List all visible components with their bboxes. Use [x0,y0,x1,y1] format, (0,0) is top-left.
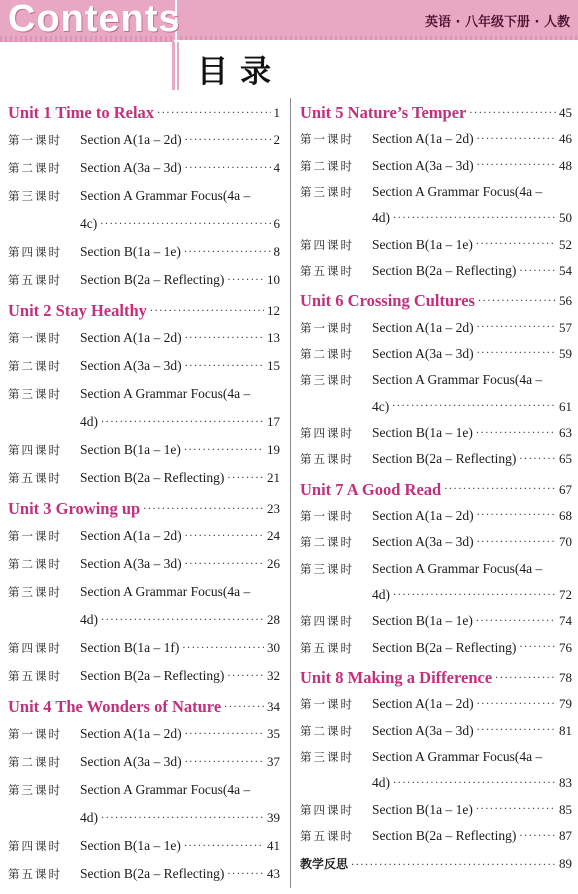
lesson-text: Section B(1a – 1e) [80,442,181,457]
unit-row[interactable] [300,288,572,314]
lesson-page: 39 [267,810,280,825]
unit-row[interactable] [8,298,280,324]
unit-row[interactable] [8,694,280,720]
lesson-text: Section B(1a – 1e) [80,244,181,259]
lesson-page: 65 [559,451,572,467]
leader-dots [185,757,264,768]
lesson-text: Section A(3a – 3d) [80,754,182,769]
lesson-row[interactable] [8,522,280,550]
lesson-label: 第五课时 [8,669,62,683]
leader-dots [392,401,556,412]
lesson-page: 72 [559,587,572,603]
leader-dots [469,108,556,119]
lesson-text-continued: 4c) [80,216,98,231]
lesson-text: Section A(3a – 3d) [80,160,182,175]
lesson-label: 第三课时 [8,189,62,203]
lesson-label: 第四课时 [8,839,62,853]
lesson-text: Section B(2a – Reflecting) [372,639,517,655]
lesson-row[interactable] [300,420,572,446]
leader-dots [495,673,556,684]
lesson-page: 26 [267,556,280,571]
lesson-page: 15 [267,358,280,373]
lesson-row-continued [8,408,280,436]
lesson-page: 52 [559,236,572,252]
left-column [8,96,280,888]
lesson-label: 第五课时 [8,867,62,881]
leader-dots [477,134,556,145]
lesson-label: 第二课时 [300,535,354,550]
lesson-text: Section B(2a – Reflecting) [372,451,517,467]
lesson-label: 第二课时 [8,359,62,373]
leader-dots [476,239,556,250]
lesson-page: 35 [267,726,280,741]
lesson-text: Section A(1a – 2d) [372,131,474,147]
lesson-text: Section A(3a – 3d) [80,556,182,571]
lesson-label: 第四课时 [300,426,354,441]
lesson-page: 57 [559,319,572,335]
lesson-page: 13 [267,330,280,345]
lesson-label: 第二课时 [8,161,62,175]
lesson-page: 46 [559,131,572,147]
lesson-row-continued [8,804,280,832]
lesson-row[interactable] [8,860,280,888]
lesson-page: 87 [559,828,572,844]
lesson-row-continued [300,770,572,796]
lesson-label: 第一课时 [300,320,354,335]
leader-dots [185,163,271,174]
lesson-text: Section B(1a – 1e) [372,425,473,441]
lesson-text: Section A(3a – 3d) [372,157,474,173]
lesson-row[interactable] [300,797,572,823]
leader-dots [184,445,264,456]
lesson-row[interactable] [8,832,280,860]
lesson-page: 83 [559,775,572,791]
reflection-label: 教学反思 [300,857,349,872]
leader-dots [351,860,556,871]
unit-title: Unit 3 Growing up [8,499,141,518]
lesson-row[interactable] [8,266,280,294]
lesson-page: 8 [273,244,280,259]
lesson-label: 第三课时 [8,387,62,401]
lesson-text: Section B(2a – Reflecting) [80,866,225,881]
lesson-row[interactable] [300,691,572,717]
leader-dots [227,473,264,484]
leader-dots [519,454,556,465]
lesson-page: 81 [559,722,572,738]
lesson-text: Section A(1a – 2d) [80,726,182,741]
lesson-label: 第三课时 [300,184,354,199]
unit-row[interactable] [300,100,572,126]
lesson-text: Section B(2a – Reflecting) [372,828,517,844]
unit-page: 67 [559,481,572,497]
leader-dots [101,417,264,428]
lesson-text-continued: 4d) [372,210,390,226]
leader-dots [477,725,556,736]
lesson-label: 第三课时 [300,561,354,576]
contents-title: Contents [8,0,181,40]
lesson-row[interactable] [8,720,280,748]
lesson-label: 第一课时 [8,133,62,147]
lesson-page: 10 [267,272,280,287]
lesson-text: Section B(1a – 1e) [372,801,473,817]
lesson-text-continued: 4d) [372,587,390,603]
lesson-label: 第四课时 [300,237,354,252]
lesson-label: 第一课时 [300,697,354,712]
leader-dots [185,559,264,570]
lesson-row[interactable] [8,748,280,776]
lesson-page: 50 [559,210,572,226]
lesson-text: Section A Grammar Focus(4a – [372,372,543,388]
lesson-row[interactable] [300,608,572,634]
lesson-label: 第四课时 [8,641,62,655]
leader-dots [184,247,271,258]
lesson-text: Section A(1a – 2d) [80,330,182,345]
lesson-label: 第一课时 [8,331,62,345]
lesson-page: 68 [559,507,572,523]
leader-dots [182,643,264,654]
leader-dots [477,510,556,521]
lesson-text: Section A Grammar Focus(4a – [80,782,251,797]
lesson-row[interactable] [300,341,572,367]
unit-row[interactable] [8,496,280,522]
leader-dots [477,160,556,171]
unit-title: Unit 7 A Good Read [300,479,442,499]
lesson-page: 79 [559,696,572,712]
unit-page: 12 [267,303,280,318]
lesson-text-continued: 4d) [372,775,390,791]
toc-title: 目录 [197,54,283,90]
lesson-text: Section A Grammar Focus(4a – [80,188,251,203]
lesson-row[interactable] [300,555,572,581]
lesson-text-continued: 4d) [80,612,98,627]
leader-dots [224,702,264,713]
lesson-text: Section A(1a – 2d) [372,507,474,523]
lesson-text: Section A(3a – 3d) [372,722,474,738]
unit-title: Unit 1 Time to Relax [8,103,155,122]
header-cross-line [174,40,578,42]
lesson-text: Section A(3a – 3d) [372,345,474,361]
lesson-text: Section B(2a – Reflecting) [80,668,225,683]
lesson-page: 41 [267,838,280,853]
lesson-label: 第二课时 [300,158,354,173]
lesson-label: 第四课时 [8,443,62,457]
lesson-row[interactable] [8,436,280,464]
lesson-row[interactable] [300,232,572,258]
leader-dots [101,615,264,626]
leader-dots [477,699,556,710]
unit-page: 78 [559,670,572,686]
unit-title: Unit 8 Making a Difference [300,668,493,688]
lesson-label: 第三课时 [300,750,354,764]
unit-row[interactable] [300,477,572,503]
unit-title: Unit 5 Nature’s Temper [300,103,467,122]
lesson-row[interactable] [300,152,572,178]
lesson-label: 第四课时 [300,802,354,817]
leader-dots [478,296,556,307]
lesson-text: Section B(2a – Reflecting) [80,272,225,287]
page-header [0,0,578,92]
lesson-row[interactable] [300,635,572,661]
lesson-row[interactable] [8,550,280,578]
leader-dots [476,804,556,815]
leader-dots [477,537,556,548]
lesson-row[interactable] [8,464,280,492]
leader-dots [393,778,556,789]
lesson-text-continued: 4c) [372,398,390,414]
lesson-text: Section A(3a – 3d) [372,534,474,550]
lesson-page: 17 [267,414,280,429]
right-column [300,96,572,872]
leader-dots [476,428,556,439]
lesson-label: 第五课时 [300,264,354,279]
lesson-label: 第五课时 [8,273,62,287]
lesson-row-continued [300,582,572,608]
column-divider [290,98,291,888]
unit-page: 1 [273,105,280,120]
lesson-row[interactable] [8,154,280,182]
lesson-page: 54 [559,263,572,279]
lesson-row[interactable] [8,380,280,408]
lesson-text: Section B(1a – 1e) [80,838,181,853]
lesson-page: 63 [559,425,572,441]
lesson-row[interactable] [300,717,572,743]
lesson-label: 第三课时 [8,783,62,797]
lesson-label: 第二课时 [8,557,62,571]
lesson-label: 第二课时 [300,723,354,738]
lesson-label: 第四课时 [8,245,62,259]
lesson-text: Section A(1a – 2d) [80,132,182,147]
leader-dots [393,213,556,224]
leader-dots [519,831,556,842]
lesson-page: 74 [559,613,572,629]
lesson-text: Section A(1a – 2d) [372,696,474,712]
lesson-label: 第三课时 [300,373,354,388]
lesson-row-continued [8,606,280,634]
unit-page: 23 [267,501,280,516]
lesson-row[interactable] [300,258,572,284]
unit-title: Unit 6 Crossing Cultures [300,291,475,311]
lesson-page: 37 [267,754,280,769]
lesson-row[interactable] [300,179,572,205]
unit-page: 34 [267,699,280,714]
lesson-page: 85 [559,801,572,817]
leader-dots [185,729,264,740]
lesson-text: Section B(2a – Reflecting) [372,263,517,279]
leader-dots [185,361,264,372]
lesson-row[interactable] [8,182,280,210]
lesson-label: 第四课时 [300,614,354,629]
lesson-page: 43 [267,866,280,881]
lesson-text: Section B(1a – 1f) [80,640,180,655]
unit-title: Unit 2 Stay Healthy [8,301,147,320]
leader-dots [444,484,556,495]
leader-dots [157,108,270,119]
leader-dots [227,275,264,286]
lesson-label: 第五课时 [300,452,354,467]
lesson-page: 59 [559,345,572,361]
lesson-label: 第一课时 [300,508,354,523]
leader-dots [477,322,556,333]
unit-title: Unit 4 The Wonders of Nature [8,697,222,716]
lesson-label: 第二课时 [8,755,62,769]
book-info: 英语 · 八年级下册 · 人教 [425,15,570,30]
lesson-row[interactable] [300,367,572,393]
lesson-row-continued [300,394,572,420]
lesson-text: Section A Grammar Focus(4a – [80,584,251,599]
lesson-row[interactable] [8,324,280,352]
leader-dots [100,219,270,230]
leader-dots [227,869,264,880]
lesson-row[interactable] [300,529,572,555]
leader-dots [519,642,556,653]
leader-dots [227,671,264,682]
lesson-text: Section B(2a – Reflecting) [80,470,225,485]
leader-dots [476,616,556,627]
unit-page: 45 [559,105,572,120]
lesson-row-continued [8,210,280,238]
lesson-row[interactable] [8,634,280,662]
leader-dots [101,813,264,824]
lesson-row-continued [300,205,572,231]
lesson-page: 70 [559,534,572,550]
lesson-text: Section B(1a – 1e) [372,613,473,629]
lesson-text: Section A(1a – 2d) [372,319,474,335]
lesson-page: 24 [267,528,280,543]
lesson-text: Section A Grammar Focus(4a – [372,560,543,576]
leader-dots [477,348,556,359]
lesson-row[interactable] [8,776,280,804]
lesson-page: 2 [273,132,280,147]
leader-dots [143,504,264,515]
unit-row[interactable] [8,100,280,126]
lesson-page: 21 [267,470,280,485]
leader-dots [184,841,264,852]
lesson-page: 6 [273,216,280,231]
reflection-page: 89 [559,856,572,872]
lesson-page: 4 [273,160,280,175]
lesson-row[interactable] [300,503,572,529]
leader-dots [150,306,264,317]
leader-dots [185,135,271,146]
reflection-row[interactable] [300,855,572,872]
leader-dots [185,333,264,344]
lesson-page: 19 [267,442,280,457]
lesson-text-continued: 4d) [80,810,98,825]
leader-dots [185,531,264,542]
leader-dots [393,590,556,601]
lesson-text: Section A(3a – 3d) [80,358,182,373]
lesson-row[interactable] [8,126,280,154]
unit-row[interactable] [300,665,572,691]
lesson-label: 第一课时 [8,727,62,741]
lesson-page: 30 [267,640,280,655]
lesson-row[interactable] [300,126,572,152]
lesson-text: Section A Grammar Focus(4a – [80,386,251,401]
lesson-label: 第一课时 [8,529,62,543]
lesson-label: 第五课时 [300,640,354,655]
lesson-row[interactable] [8,662,280,690]
unit-page: 56 [559,293,572,309]
lesson-label: 第五课时 [8,471,62,485]
lesson-text: Section A Grammar Focus(4a – [372,183,543,199]
lesson-label: 第一课时 [300,132,354,147]
lesson-page: 61 [559,398,572,414]
lesson-row[interactable] [300,744,572,770]
lesson-label: 第三课时 [8,585,62,599]
lesson-label: 第五课时 [300,829,354,844]
lesson-text: Section A(1a – 2d) [80,528,182,543]
lesson-page: 32 [267,668,280,683]
leader-dots [519,266,556,277]
lesson-row[interactable] [300,823,572,849]
lesson-page: 28 [267,612,280,627]
lesson-row[interactable] [300,446,572,472]
lesson-text: Section A Grammar Focus(4a – [372,749,543,764]
lesson-page: 76 [559,639,572,655]
lesson-text: Section B(1a – 1e) [372,236,473,252]
lesson-label: 第二课时 [300,346,354,361]
lesson-text-continued: 4d) [80,414,98,429]
lesson-row[interactable] [8,578,280,606]
lesson-row[interactable] [300,314,572,340]
lesson-row[interactable] [8,238,280,266]
lesson-row[interactable] [8,352,280,380]
lesson-page: 48 [559,157,572,173]
